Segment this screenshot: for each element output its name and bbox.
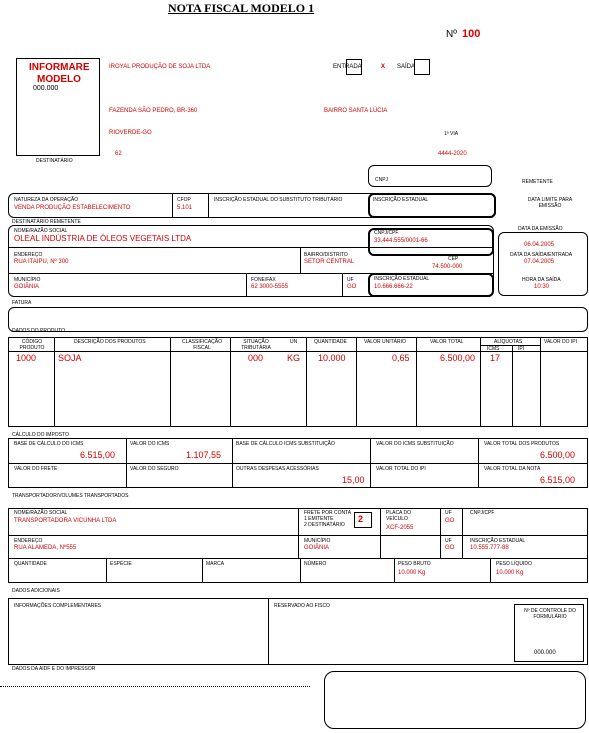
destinatario-ie: 10.666.666-22 [374, 284, 413, 290]
info-complementares-label: INFORMAÇÕES COMPLEMENTARES [14, 603, 102, 609]
peso-liquido: 10.000 Kg [496, 570, 524, 576]
page-title: NOTA FISCAL MODELO 1 [168, 1, 315, 15]
data-emissao: 06.04.2005 [524, 242, 555, 248]
transportador-section-label: TRANSPORTADOR/VOLUMES TRANSPORTADOS [12, 493, 129, 499]
col-codigo: CÓDIGO PRODUTO [19, 339, 45, 351]
transp-uf2: GO [445, 545, 455, 551]
col-situacao: SITUAÇÃO TRIBUTÁRIA [241, 339, 271, 351]
invoice-number: 100 [462, 28, 481, 40]
ie-subst-label: INSCRIÇÃO ESTADUAL DO SUBSTITUTO TRIBUTÁRIO [214, 197, 343, 203]
outras-value: 15,00 [342, 475, 365, 485]
transp-municipio-label: MUNICÍPIO [304, 538, 331, 544]
data-saida-label: DATA DA SAÍDA/ENTRADA [510, 252, 573, 258]
base-icms-label: BASE DE CÁLCULO DO ICMS [14, 441, 84, 447]
row-icms: 17 [490, 353, 501, 363]
ie-label: INSCRIÇÃO ESTADUAL [373, 197, 429, 203]
col-quantidade: QUANTIDADE [314, 339, 347, 345]
saida-box[interactable] [414, 59, 430, 75]
destinatario-bairro: SETOR CENTRAL [304, 259, 355, 265]
base-icms: 6.515,00 [80, 450, 116, 460]
col-aliq-ipi: IPI [518, 346, 525, 352]
peso-liquido-label: PESO LÍQUIDO [496, 561, 532, 567]
marca-label: MARCA [206, 561, 225, 567]
remetente-label: REMETENTE [522, 179, 553, 185]
transp-ie-label: INSCRIÇÃO ESTADUAL [470, 538, 526, 544]
cfop-value: 5.101 [177, 205, 193, 211]
emitente-num2: 4444-2020 [438, 151, 467, 157]
destinatario-section-label: DESTINATÁRIO REMETENTE [12, 219, 81, 225]
cnpj-box [368, 165, 492, 187]
frete-opcao-1: 1 EMITENTE [304, 516, 334, 522]
destinatario-mark-label: DESTINATÁRIO [36, 158, 73, 164]
emitente-endereco: FAZENDA SÃO PEDRO, BR-360 [109, 108, 198, 114]
aidf-label: DADOS DA AIDF E DO IMPRESSOR [12, 666, 96, 672]
fatura-box [8, 307, 588, 332]
cep-value: 74.500-000 [432, 264, 463, 270]
frete-por-conta-label: FRETE POR CONTA [304, 510, 352, 516]
entrada-box[interactable] [346, 59, 362, 75]
destinatario-ie-label: INSCRIÇÃO ESTADUAL [374, 276, 430, 282]
transp-razao-label: NOME/RAZÃO SOCIAL [14, 510, 68, 516]
col-total: VALOR TOTAL [430, 339, 464, 345]
saida-label: SAÍDA [397, 64, 416, 70]
entrada-saida-mark: X [381, 64, 386, 70]
destinatario-cnpj: 33.444.555/0001-66 [374, 238, 428, 244]
row-quantidade: 10.000 [318, 353, 346, 363]
row-unitario: 0,65 [392, 353, 410, 363]
data-limite-label: DATA LIMITE PARA EMISSÃO [527, 197, 573, 209]
col-un: UN [290, 339, 298, 345]
ipi-total-label: VALOR TOTAL DO IPI [376, 466, 426, 472]
row-situacao: 000 [248, 353, 264, 363]
col-aliquotas: ALÍQUOTAS [494, 339, 523, 345]
placa-label: PLACA DO VEÍCULO [386, 510, 412, 522]
cfop-label: CFOP [177, 197, 191, 203]
valor-subst-label: VALOR DO ICMS SUBSTITUIÇÃO [376, 441, 454, 447]
destinatario-razao: OLEAL INDÚSTRIA DE ÓLEOS VEGETAIS LTDA [14, 234, 192, 243]
transp-cnpj-label: CNPJ/CPF [470, 510, 495, 516]
total-produtos: 6.500,00 [540, 450, 576, 460]
fatura-label: FATURA [12, 300, 32, 306]
emitente-bairro: BAIRRO SANTA LÚCIA [324, 108, 388, 114]
placa-value: XCF-2055 [386, 525, 414, 531]
invoice-number-label: Nº [446, 29, 457, 40]
destinatario-razao-label: NOME/RAZÃO SOCIAL [14, 228, 68, 234]
cnpj-label: CNPJ [375, 177, 389, 183]
transp-municipio: GOIÂNIA [304, 545, 330, 551]
data-saida: 07.04.2005 [524, 259, 555, 265]
row-codigo: 1000 [16, 353, 37, 363]
destinatario-endereco: RUA ITAIPU, Nº 300 [14, 259, 69, 265]
total-produtos-label: VALOR TOTAL DOS PRODUTOS [484, 441, 560, 447]
imposto-section-label: CÁLCULO DO IMPOSTO [12, 432, 69, 438]
municipio-value: GOIÂNIA [14, 284, 40, 290]
total-nota: 6.515,00 [540, 475, 576, 485]
destinatario-cnpj-label: CNPJ/CPF [374, 230, 399, 236]
fone-label: FONE/FAX [251, 277, 276, 283]
peso-bruto: 10.000 Kg [398, 570, 426, 576]
adicionais-section-label: DADOS ADICIONAIS [12, 588, 60, 594]
seguro-label: VALOR DO SEGURO [130, 466, 179, 472]
valor-icms-label: VALOR DO ICMS [130, 441, 170, 447]
numero-vol-label: NÚMERO [304, 561, 327, 567]
controle-value: 000.000 [534, 650, 556, 656]
quantidade-label: QUANTIDADE [14, 561, 47, 567]
entrada-label: ENTRADA [333, 64, 362, 70]
row-un: KG [287, 353, 301, 363]
col-unitario: VALOR UNITÁRIO [364, 339, 406, 345]
outras-label: OUTRAS DESPESAS ACESSÓRIAS [236, 466, 319, 472]
total-nota-label: VALOR TOTAL DA NOTA [484, 466, 541, 472]
col-valor-ipi: VALOR DO IPI [544, 339, 577, 345]
transp-endereco-label: ENDEREÇO [14, 538, 43, 544]
frete-opcao-2: 2 DESTINATÁRIO [304, 522, 345, 528]
logo-box [16, 58, 100, 156]
transp-uf-label: UF [445, 510, 452, 516]
col-aliq-icms: ICMS [487, 346, 500, 352]
natureza-label: NATUREZA DA OPERAÇÃO [14, 197, 79, 203]
logo-line2: MODELO [37, 74, 81, 85]
emitente-cidade: RIOVERDE-GO [109, 130, 152, 136]
reservado-fisco-label: RESERVADO AO FISCO [274, 603, 330, 609]
natureza-value: VENDA PRODUÇÃO ESTABELECIMENTO [14, 205, 131, 211]
frete-value: 2 [358, 514, 364, 524]
destinatario-endereco-label: ENDEREÇO [14, 252, 43, 258]
emitente-num1: 62 [115, 151, 122, 157]
peso-bruto-label: PESO BRUTO [398, 561, 431, 567]
produtos-section-label: DADOS DO PRODUTO [12, 328, 65, 334]
destinatario-bairro-label: BAIRRO/DISTRITO [304, 252, 348, 258]
hora-value: 10:30 [534, 284, 550, 290]
transp-uf2-label: UF [445, 538, 452, 544]
logo-line1: INFORMARE [29, 62, 90, 73]
data-emissao-label: DATA DA EMISSÃO [518, 226, 563, 232]
via-label: 1ª VIA [444, 131, 459, 137]
row-total: 6.500,00 [440, 353, 476, 363]
cep-label: CEP [448, 256, 459, 262]
frete-label: VALOR DO FRETE [14, 466, 58, 472]
hora-label: HORA DA SAÍDA [522, 277, 561, 283]
col-descricao: DESCRIÇÃO DOS PRODUTOS [74, 339, 146, 345]
valor-icms: 1.107,55 [186, 450, 222, 460]
emitente-nome: IROYAL PRODUÇÃO DE SOJA LTDA [109, 64, 211, 70]
logo-code: 000.000 [33, 85, 59, 92]
controle-label: Nº DE CONTROLE DO FORMULÁRIO [524, 608, 576, 620]
transp-razao: TRANSPORTADORA VICUNHA LTDA [14, 518, 117, 524]
transp-uf: GO [445, 518, 455, 524]
cut-line [0, 686, 310, 687]
uf-value: GO [347, 284, 357, 290]
col-classificacao: CLASSIFICAÇÃO FISCAL [181, 339, 222, 351]
transp-ie: 10.555.777-88 [470, 545, 509, 551]
especie-label: ESPÉCIE [110, 561, 132, 567]
transp-endereco: RUA ALAMEDA, Nº555 [14, 545, 77, 551]
fone-value: 62 3000-5555 [251, 284, 289, 290]
row-descricao: SOJA [58, 353, 82, 363]
uf-label: UF [347, 277, 354, 283]
municipio-label: MUNICÍPIO [14, 277, 41, 283]
base-subst-label: BASE DE CÁLCULO ICMS SUBSTITUIÇÃO [236, 441, 335, 447]
canhoto-box [324, 671, 586, 729]
